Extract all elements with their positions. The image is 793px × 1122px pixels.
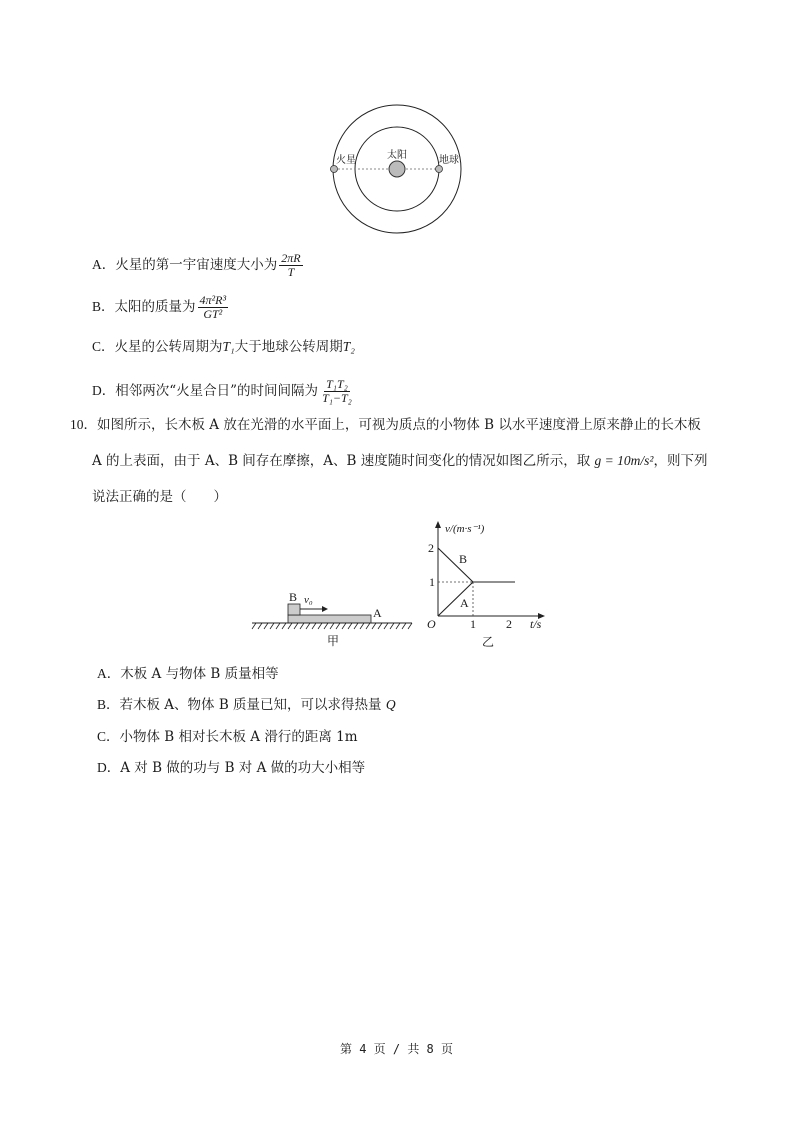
q9-option-a: A．火星的第一宇宙速度大小为 $\frac{2\pi R}{T}$: [92, 251, 301, 279]
graph-ylabel: v/(m·s⁻¹): [445, 523, 485, 535]
mars-label: 火星: [336, 155, 356, 166]
q10-stem-line-1: 10．如图所示，长木板 A 放在光滑的水平面上，可视为质点的小物体 B 以水平速度滑上原来静止的长木板: [70, 417, 701, 433]
formula-first-cosmic-velocity: $\frac{2\pi R}{T}$: [281, 251, 301, 279]
q10-option-a: A．木板 A 与物体 B 质量相等: [97, 666, 279, 682]
q9-option-d: D．相邻两次“火星合日”的时间间隔为 $\frac{\text{T₁T₂}}{\text{T₁−T₂}}$: [92, 377, 352, 405]
board-block-diagram: [250, 600, 415, 635]
figure-yi-caption: 乙: [482, 635, 495, 649]
graph-ytick-1: 1: [429, 575, 435, 589]
graph-xtick-2: 2: [506, 617, 512, 631]
q10-option-c: C．小物体 B 相对长木板 A 滑行的距离 1m: [97, 729, 358, 745]
graph-ytick-2: 2: [428, 541, 434, 555]
graph-xlabel: t/s: [530, 617, 542, 631]
graph-line-b-label: B: [459, 552, 468, 566]
graph-line-a-label: A: [460, 596, 469, 610]
v0-label: v₀: [304, 594, 313, 606]
page-number: 第 4 页 / 共 8 页: [339, 1042, 454, 1056]
orbit-diagram: [330, 104, 465, 234]
formula-sun-mass: $\frac{\text{4π²R³}}{\text{GT²}}$: [199, 293, 227, 321]
earth-label: 地球: [439, 155, 459, 166]
formula-synodic-period: $\frac{\text{T₁T₂}}{\text{T₁−T₂}}$: [322, 377, 352, 405]
q10-stem-line-2: A 的上表面，由于 A、B 间存在摩擦，A、B 速度随时间变化的情况如图乙所示，取 g = 10m/s²，则下列: [92, 453, 708, 469]
figure-jia-caption: 甲: [327, 634, 340, 648]
q9-option-c: C．火星的公转周期为T₁大于地球公转周期T₂: [92, 339, 355, 355]
q9-option-b: B．太阳的质量为 $\frac{\text{4π²R³}}{\text{GT²}}$: [92, 293, 227, 321]
graph-origin: O: [427, 617, 436, 631]
q10-stem-line-3: 说法正确的是（ ）: [92, 489, 227, 505]
q10-option-b: B．若木板 A、物体 B 质量已知，可以求得热量 Q: [97, 697, 396, 713]
sun-label: 太阳: [387, 150, 407, 161]
q10-option-d: D．A 对 B 做的功与 B 对 A 做的功大小相等: [97, 760, 366, 776]
board-a-label: A: [373, 606, 382, 620]
graph-xtick-1: 1: [470, 617, 476, 631]
block-b-label: B: [289, 590, 298, 604]
